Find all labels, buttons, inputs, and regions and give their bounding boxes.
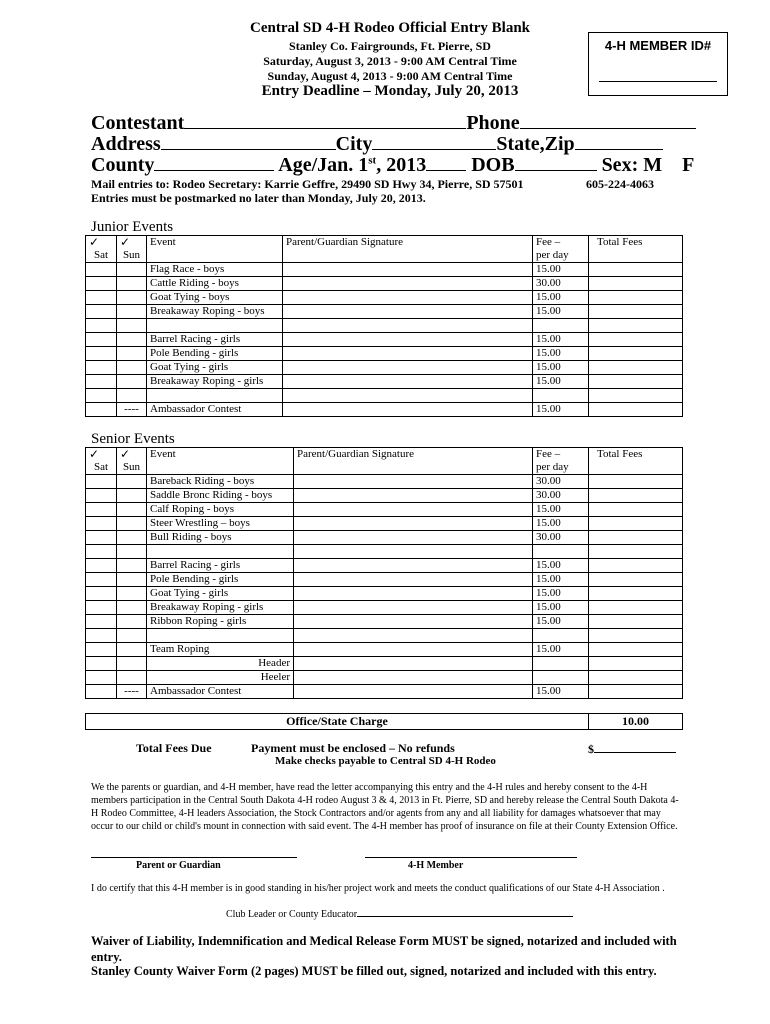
junior-events-title: Junior Events: [91, 219, 174, 235]
spacer-row: [86, 319, 683, 333]
office-charge-value: 10.00: [589, 714, 683, 730]
total-fees-due-label: Total Fees Due: [136, 741, 212, 755]
sun-check-box[interactable]: [117, 643, 147, 657]
total-fee-field[interactable]: [589, 615, 683, 629]
signature-col-header: Parent/Guardian Signature: [283, 236, 533, 250]
entry-deadline: Entry Deadline – Monday, July 20, 2013: [261, 83, 519, 99]
event-col-blank: [147, 249, 283, 263]
address-row: [91, 133, 663, 156]
spacer-cell: [117, 319, 147, 333]
per-day-col-header: per day: [533, 461, 589, 475]
total-fee-field[interactable]: [589, 347, 683, 361]
member-signature-line[interactable]: [365, 857, 577, 858]
phone-field[interactable]: [520, 112, 696, 129]
event-name: Ribbon Roping - girls: [147, 615, 294, 629]
event-row: [86, 333, 683, 347]
sat-check-box[interactable]: [86, 291, 117, 305]
sat-check-box[interactable]: [86, 503, 117, 517]
spacer-row: [86, 389, 683, 403]
sun-check-box[interactable]: [117, 517, 147, 531]
sun-check-box[interactable]: [117, 489, 147, 503]
event-name: Barrel Racing - girls: [147, 333, 283, 347]
sat-check-box[interactable]: [86, 403, 117, 417]
total-col-blank: [589, 249, 683, 263]
event-row: [86, 615, 683, 629]
event-fee: 15.00: [533, 333, 589, 347]
event-row: [86, 671, 683, 685]
signature-field[interactable]: [294, 531, 533, 545]
signature-col-blank: [283, 249, 533, 263]
spacer-cell: [589, 319, 683, 333]
event-name: Goat Tying - girls: [147, 587, 294, 601]
total-col-header: Total Fees: [589, 236, 683, 250]
total-dollar-field[interactable]: [588, 741, 676, 757]
event-name: Calf Roping - boys: [147, 503, 294, 517]
event-row: [86, 559, 683, 573]
sat-check-box[interactable]: [86, 657, 117, 671]
signature-field[interactable]: [283, 291, 533, 305]
age-label: Age/Jan. 1: [278, 154, 369, 176]
total-fee-field[interactable]: [589, 333, 683, 347]
consent-paragraph: We the parents or guardian, and 4-H member, have read the letter accompanying this entry and the 4-H rules and hereby consent to the 4-H members participation in the Central South Dakota 4-H rodeo August 3 & 4, 2013 in Ft. Pierre, SD and hereby release the Central South Dakota 4-H Rodeo Committee, 4-H leaders Association, the Stock Contractors and/or agents from any and all liability for damages whatsoever that may occur to our child or child's mount in connection with said event. The 4-H member has proof of insurance on file at their County Extension Office.: [91, 782, 679, 832]
sat-check-icon: ✓: [86, 236, 117, 250]
event-row: [86, 291, 683, 305]
event-name: Bull Riding - boys: [147, 531, 294, 545]
parent-signature-line[interactable]: [91, 857, 297, 858]
spacer-row: [86, 545, 683, 559]
event-fee: 15.00: [533, 403, 589, 417]
sun-check-box[interactable]: [117, 375, 147, 389]
dob-field[interactable]: [515, 154, 597, 171]
total-fee-field[interactable]: [589, 559, 683, 573]
event-row: [86, 361, 683, 375]
sun-check-box[interactable]: [117, 615, 147, 629]
signature-field[interactable]: [294, 517, 533, 531]
sat-check-icon: ✓: [86, 448, 117, 462]
signature-field[interactable]: [283, 403, 533, 417]
event-row: [86, 517, 683, 531]
event-row: [86, 305, 683, 319]
statezip-field[interactable]: [575, 133, 663, 150]
spacer-cell: [589, 389, 683, 403]
sun-check-box[interactable]: [117, 587, 147, 601]
sat-check-box[interactable]: [86, 517, 117, 531]
total-fee-field[interactable]: [589, 531, 683, 545]
spacer-cell: [117, 629, 147, 643]
spacer-cell: [86, 629, 117, 643]
signature-field[interactable]: [283, 263, 533, 277]
address-label: Address: [91, 133, 161, 155]
spacer-cell: [117, 389, 147, 403]
sun-check-box[interactable]: [117, 263, 147, 277]
event-name: Flag Race - boys: [147, 263, 283, 277]
event-fee: 30.00: [533, 277, 589, 291]
signature-field[interactable]: [294, 601, 533, 615]
signature-field[interactable]: [283, 347, 533, 361]
event-fee: 15.00: [533, 559, 589, 573]
signature-field[interactable]: [294, 685, 533, 699]
event-name: Breakaway Roping - boys: [147, 305, 283, 319]
parent-guardian-label: Parent or Guardian: [136, 860, 221, 871]
event-row: [86, 601, 683, 615]
total-fee-field[interactable]: [589, 657, 683, 671]
city-label: City: [335, 133, 373, 155]
signature-field[interactable]: [294, 573, 533, 587]
event-row: [86, 263, 683, 277]
statezip-label: State,Zip: [496, 133, 575, 155]
spacer-cell: [294, 629, 533, 643]
postmark-notice: Entries must be postmarked no later than Monday, July 20, 2013.: [91, 191, 426, 205]
event-name: Goat Tying - girls: [147, 361, 283, 375]
event-name: Saddle Bronc Riding - boys: [147, 489, 294, 503]
event-row: [86, 643, 683, 657]
office-charge-row: [86, 714, 683, 730]
event-name: Ambassador Contest: [147, 685, 294, 699]
event-col-header: Event: [147, 448, 294, 462]
signature-field[interactable]: [283, 333, 533, 347]
total-fee-field[interactable]: [589, 587, 683, 601]
total-fee-field[interactable]: [589, 671, 683, 685]
event-fee: 15.00: [533, 503, 589, 517]
sat-col-header: Sat: [86, 249, 117, 263]
senior-events-table: [85, 447, 683, 699]
sat-check-box[interactable]: [86, 305, 117, 319]
member-id-label: 4-H MEMBER ID#: [604, 38, 712, 53]
event-fee: 15.00: [533, 573, 589, 587]
total-col-header: Total Fees: [589, 448, 683, 462]
contestant-field[interactable]: [184, 112, 466, 129]
payment-notice: Payment must be enclosed – No refunds: [251, 741, 455, 755]
event-row: [86, 475, 683, 489]
senior-events-title: Senior Events: [91, 431, 175, 447]
sun-check-box[interactable]: [117, 531, 147, 545]
signature-field[interactable]: [283, 361, 533, 375]
event-name: Barrel Racing - girls: [147, 559, 294, 573]
event-fee: [533, 657, 589, 671]
total-fee-field[interactable]: [589, 685, 683, 699]
total-fee-field[interactable]: [589, 503, 683, 517]
sex-label: Sex: M F: [601, 154, 695, 176]
event-name: Bareback Riding - boys: [147, 475, 294, 489]
leader-label: Club Leader or County Educator: [226, 909, 358, 920]
event-fee: 15.00: [533, 361, 589, 375]
sat-check-box[interactable]: [86, 375, 117, 389]
signature-field[interactable]: [283, 305, 533, 319]
checks-payable: Make checks payable to Central SD 4-H Rodeo: [275, 755, 496, 767]
sun-check-box[interactable]: [117, 305, 147, 319]
event-fee: 30.00: [533, 531, 589, 545]
event-fee: 15.00: [533, 615, 589, 629]
county-label: County: [91, 154, 155, 176]
sun-check-box[interactable]: [117, 559, 147, 573]
signature-col-blank: [294, 461, 533, 475]
total-fee-field[interactable]: [589, 601, 683, 615]
event-row: [86, 531, 683, 545]
contestant-row: [91, 112, 696, 135]
event-row: [86, 347, 683, 361]
date-sunday: Sunday, August 4, 2013 - 9:00 AM Central Time: [267, 69, 513, 83]
signature-field[interactable]: [294, 489, 533, 503]
spacer-cell: [533, 319, 589, 333]
spacer-cell: [117, 545, 147, 559]
event-fee: 15.00: [533, 601, 589, 615]
event-name: Breakaway Roping - girls: [147, 601, 294, 615]
county-field[interactable]: [154, 154, 274, 171]
total-fee-field[interactable]: [589, 403, 683, 417]
sun-check-box[interactable]: ----: [117, 403, 147, 417]
sat-check-box[interactable]: [86, 361, 117, 375]
sat-col-header: Sat: [86, 461, 117, 475]
leader-row: [226, 907, 573, 920]
event-fee: [533, 671, 589, 685]
event-row: [86, 375, 683, 389]
event-col-blank: [147, 461, 294, 475]
spacer-cell: [283, 389, 533, 403]
event-fee: 15.00: [533, 587, 589, 601]
total-fee-field[interactable]: [589, 517, 683, 531]
spacer-cell: [533, 629, 589, 643]
address-field[interactable]: [161, 133, 336, 150]
sun-col-header: Sun: [117, 249, 147, 263]
junior-events-table: [85, 235, 683, 417]
county-row: [91, 154, 694, 177]
event-fee: 15.00: [533, 685, 589, 699]
signature-field[interactable]: [294, 503, 533, 517]
sat-check-box[interactable]: [86, 685, 117, 699]
total-fee-field[interactable]: [589, 277, 683, 291]
sun-check-box[interactable]: [117, 503, 147, 517]
spacer-cell: [147, 389, 283, 403]
event-name: Goat Tying - boys: [147, 291, 283, 305]
event-col-header: Event: [147, 236, 283, 250]
sat-check-box[interactable]: [86, 587, 117, 601]
age-field[interactable]: [426, 154, 466, 171]
age-sup: st: [368, 154, 377, 167]
total-fee-field[interactable]: [589, 475, 683, 489]
event-fee: 30.00: [533, 475, 589, 489]
event-name: Header: [147, 657, 294, 671]
dollar-sign: $: [588, 742, 594, 756]
event-fee: 15.00: [533, 517, 589, 531]
stanley-waiver-notice: Stanley County Waiver Form (2 pages) MUST be filled out, signed, notarized and included with this entry.: [91, 964, 657, 978]
event-fee: 15.00: [533, 291, 589, 305]
sun-check-box[interactable]: [117, 475, 147, 489]
event-name: Heeler: [147, 671, 294, 685]
event-name: Pole Bending - girls: [147, 347, 283, 361]
sun-check-box[interactable]: [117, 671, 147, 685]
junior-header-row-2: [86, 249, 683, 263]
event-row: [86, 489, 683, 503]
sat-check-box[interactable]: [86, 573, 117, 587]
event-name: Breakaway Roping - girls: [147, 375, 283, 389]
form-title: Central SD 4-H Rodeo Official Entry Blank: [250, 20, 530, 36]
spacer-cell: [147, 545, 294, 559]
signature-col-header: Parent/Guardian Signature: [294, 448, 533, 462]
member-label: 4-H Member: [408, 860, 464, 871]
total-fee-field[interactable]: [589, 489, 683, 503]
event-name: Steer Wrestling – boys: [147, 517, 294, 531]
sat-check-box[interactable]: [86, 347, 117, 361]
sat-check-box[interactable]: [86, 531, 117, 545]
spacer-cell: [533, 545, 589, 559]
contestant-label: Contestant: [91, 112, 185, 134]
spacer-cell: [147, 629, 294, 643]
member-id-line[interactable]: [599, 81, 717, 82]
sat-check-box[interactable]: [86, 559, 117, 573]
sat-check-box[interactable]: [86, 671, 117, 685]
total-col-blank: [589, 461, 683, 475]
sun-check-box[interactable]: [117, 601, 147, 615]
event-name: Ambassador Contest: [147, 403, 283, 417]
event-fee: 15.00: [533, 375, 589, 389]
spacer-cell: [294, 545, 533, 559]
event-name: Team Roping: [147, 643, 294, 657]
junior-header-row: [86, 236, 683, 250]
mail-instructions: Mail entries to: Rodeo Secretary: Karrie Geffre, 29490 SD Hwy 34, Pierre, SD 57501: [91, 177, 524, 191]
event-fee: 15.00: [533, 643, 589, 657]
sun-check-box[interactable]: [117, 347, 147, 361]
phone-label: Phone: [466, 112, 520, 134]
event-name: Pole Bending - girls: [147, 573, 294, 587]
sun-col-header: Sun: [117, 461, 147, 475]
sun-check-icon: ✓: [117, 448, 147, 462]
signature-field[interactable]: [294, 587, 533, 601]
sun-check-box[interactable]: [117, 333, 147, 347]
signature-field[interactable]: [294, 559, 533, 573]
sun-check-box[interactable]: [117, 277, 147, 291]
age-year: , 2013: [376, 154, 427, 176]
event-fee: 15.00: [533, 263, 589, 277]
spacer-cell: [589, 629, 683, 643]
signature-field[interactable]: [294, 643, 533, 657]
fee-col-header: Fee –: [533, 236, 589, 250]
event-fee: 30.00: [533, 489, 589, 503]
sat-check-box[interactable]: [86, 475, 117, 489]
total-fee-field[interactable]: [589, 375, 683, 389]
event-row: [86, 573, 683, 587]
waiver-notice: Waiver of Liability, Indemnification and Medical Release Form MUST be signed, notarized and included with entry.: [91, 934, 677, 964]
sun-check-box[interactable]: [117, 573, 147, 587]
total-fee-field[interactable]: [589, 263, 683, 277]
leader-signature-line[interactable]: [357, 907, 573, 917]
certify-statement: I do certify that this 4-H member is in good standing in his/her project work and meets the conduct qualifications of our State 4-H Association .: [91, 883, 665, 894]
event-row: [86, 685, 683, 699]
city-field[interactable]: [372, 133, 496, 150]
event-fee: 15.00: [533, 305, 589, 319]
fee-col-header: Fee –: [533, 448, 589, 462]
spacer-cell: [86, 319, 117, 333]
signature-field[interactable]: [294, 657, 533, 671]
spacer-cell: [533, 389, 589, 403]
senior-header-row: [86, 448, 683, 462]
date-saturday: Saturday, August 3, 2013 - 9:00 AM Central Time: [263, 54, 517, 68]
sat-check-box[interactable]: [86, 601, 117, 615]
event-row: [86, 403, 683, 417]
spacer-cell: [86, 389, 117, 403]
sun-check-box[interactable]: ----: [117, 685, 147, 699]
member-id-box[interactable]: [588, 32, 728, 96]
total-fee-field[interactable]: [589, 291, 683, 305]
dob-label: DOB: [471, 154, 515, 176]
event-name: Cattle Riding - boys: [147, 277, 283, 291]
spacer-cell: [589, 545, 683, 559]
event-row: [86, 657, 683, 671]
sat-check-box[interactable]: [86, 615, 117, 629]
signature-field[interactable]: [294, 475, 533, 489]
event-fee: 15.00: [533, 347, 589, 361]
office-charge-label: Office/State Charge: [86, 714, 589, 730]
location: Stanley Co. Fairgrounds, Ft. Pierre, SD: [289, 39, 491, 53]
office-charge-table: [85, 713, 683, 730]
sat-check-box[interactable]: [86, 277, 117, 291]
spacer-cell: [147, 319, 283, 333]
spacer-row: [86, 629, 683, 643]
sat-check-box[interactable]: [86, 333, 117, 347]
sun-check-box[interactable]: [117, 361, 147, 375]
event-row: [86, 503, 683, 517]
total-fee-field[interactable]: [589, 361, 683, 375]
sat-check-box[interactable]: [86, 263, 117, 277]
total-fee-field[interactable]: [589, 573, 683, 587]
sun-check-box[interactable]: [117, 291, 147, 305]
per-day-col-header: per day: [533, 249, 589, 263]
secretary-phone: 605-224-4063: [586, 177, 654, 191]
total-fee-field[interactable]: [589, 643, 683, 657]
total-amount-line[interactable]: [594, 741, 676, 753]
signature-field[interactable]: [294, 615, 533, 629]
spacer-cell: [283, 319, 533, 333]
sat-check-box[interactable]: [86, 643, 117, 657]
sun-check-icon: ✓: [117, 236, 147, 250]
signature-field[interactable]: [283, 277, 533, 291]
sun-check-box[interactable]: [117, 657, 147, 671]
event-row: [86, 587, 683, 601]
sat-check-box[interactable]: [86, 489, 117, 503]
signature-field[interactable]: [283, 375, 533, 389]
signature-field[interactable]: [294, 671, 533, 685]
total-fee-field[interactable]: [589, 305, 683, 319]
spacer-cell: [86, 545, 117, 559]
senior-header-row-2: [86, 461, 683, 475]
event-row: [86, 277, 683, 291]
